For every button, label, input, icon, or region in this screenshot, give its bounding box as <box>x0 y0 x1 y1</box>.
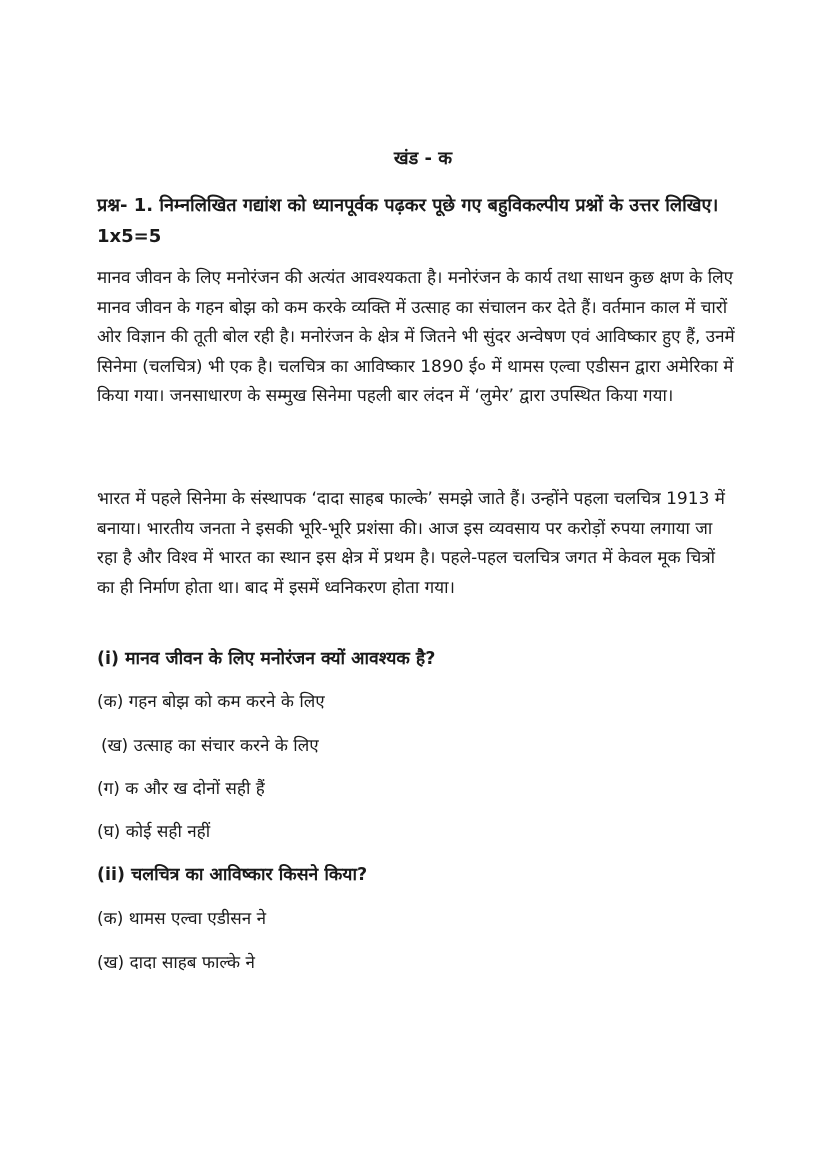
question-2-option-a: (क) थामस एल्वा एडीसन ने <box>97 909 267 929</box>
passage-paragraph-2: भारत में पहले सिनेमा के संस्थापक ‘दादा साहब फाल्के’ समझे जाते हैं। उन्होंने पहला चलचित्र 1913 में बनाया। भारतीय जनता ने इसकी भूरि-भूरि प्रशंसा की। आज इस व्यवसाय पर करोड़ों रुपया लगाया जा रहा है और विश्व में भारत का स्थान इस क्षेत्र में प्रथम है। पहले-पहल चलचित्र जगत में केवल मूक चित्रों का ही निर्माण होता था। बाद में इसमें ध्वनिकरण होता गया। <box>97 489 725 598</box>
question-1-option-a: (क) गहन बोझ को कम करने के लिए <box>97 692 325 712</box>
question-2-option-b: (ख) दादा साहब फाल्के ने <box>97 953 255 973</box>
question-1: (i) मानव जीवन के लिए मनोरंजन क्यों आवश्यक है? <box>97 649 436 669</box>
question-2: (ii) चलचित्र का आविष्कार किसने किया? <box>97 865 368 885</box>
section-title: खंड - क <box>393 148 453 169</box>
question-1-option-b: (ख) उत्साह का संचार करने के लिए <box>101 736 319 756</box>
question-1-option-d: (घ) कोई सही नहीं <box>97 822 211 842</box>
question-heading: प्रश्न- 1. निम्नलिखित गद्यांश को ध्यानपूर्वक पढ़कर पूछे गए बहुविकल्पीय प्रश्नों के उत्तर लिखिए। 1x5=5 <box>97 195 719 247</box>
passage-paragraph-1: मानव जीवन के लिए मनोरंजन की अत्यंत आवश्यकता है। मनोरंजन के कार्य तथा साधन कुछ क्षण के लिए मानव जीवन के गहन बोझ को कम करके व्यक्ति में उत्साह का संचालन कर देते हैं। वर्तमान काल में चारों ओर विज्ञान की तूती बोल रही है। मनोरंजन के क्षेत्र में जितने भी सुंदर अन्वेषण एवं आविष्कार हुए हैं, उनमें सिनेमा (चलचित्र) भी एक है। चलचित्र का आविष्कार 1890 ई० में थामस एल्वा एडीसन द्वारा अमेरिका में किया गया। जनसाधारण के सम्मुख सिनेमा पहली बार लंदन में ‘लुमेर’ द्वारा उपस्थित किया गया। <box>97 268 735 406</box>
question-1-option-c: (ग) क और ख दोनों सही हैं <box>97 779 265 799</box>
